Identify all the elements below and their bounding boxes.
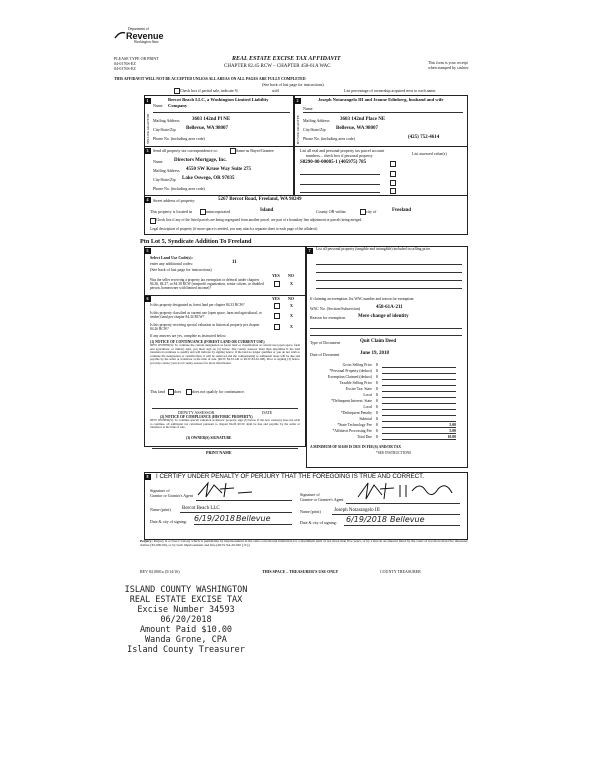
additional-codes-label: enter any additional codes: [150, 261, 193, 266]
city-of-label: city of [366, 209, 377, 214]
receipt-note-2: when stamped by cashier. [428, 65, 470, 70]
owner-signature-label: (3) OWNER(S) SIGNATURE [186, 436, 232, 440]
tax-row-currency: $ [376, 363, 378, 367]
parcel-line [300, 174, 380, 175]
grantee-sig-label-1: Signature of [300, 492, 320, 497]
reason-value: Mere change of identity [358, 314, 409, 319]
logo-dept: Department of [128, 27, 149, 31]
tax-row-currency: $ [376, 369, 378, 373]
tax-row-label: Local [363, 405, 372, 409]
grantor-name-line [180, 512, 292, 513]
tax-row-currency: $ [376, 417, 378, 421]
located-label: This property is located in [150, 209, 192, 214]
parcel-header-2: numbers – check box if personal property [306, 153, 373, 158]
buyer-city: Bellevue, WA 98007 [336, 126, 378, 131]
tax-row-currency: $ [376, 411, 378, 415]
no-header: NO [288, 296, 294, 301]
exemption-yes-checkbox[interactable] [274, 281, 280, 287]
tax-city: Lake Oswego, OR 97035 [182, 176, 235, 181]
tax-row-currency: $ [376, 405, 378, 409]
logo-swoosh-icon [114, 31, 126, 39]
pp-line [316, 272, 462, 273]
buyer-side-label: BUYER GRANTEE [296, 114, 300, 144]
doc-type-label: Type of Document [310, 340, 340, 345]
land-use-code: 11 [232, 260, 237, 265]
segregated-note: Check box if any of the listed parcels are being segregated from another parcel, are part of a boundary line adjustment or parcels being merged. [156, 218, 363, 222]
stamp-line: REAL ESTATE EXCISE TAX [129, 595, 243, 605]
see-back: (See back of last page for instructions) [262, 82, 324, 87]
parcel-pp-checkbox[interactable] [390, 188, 396, 194]
grantor-signature [192, 479, 272, 501]
buyer-mailing: 3603 142nd Place NE [340, 117, 386, 122]
wac-label: WAC No. (Section/Subsection) [310, 306, 361, 311]
county-treasurer: COUNTY TREASURER [380, 569, 421, 574]
tax-row-label: Excise Tax: State [345, 387, 372, 391]
tax-row [312, 434, 462, 440]
assessor-line [152, 408, 298, 409]
tax-city-label: City/State/Zip [153, 177, 176, 182]
tax-mailing: 4550 SW Kruse Way Suite 275 [186, 167, 251, 172]
legal-label: Legal description of property (if more space is needed, you may attach a separate sheet to each page of the affidavit) [150, 227, 318, 231]
tax-row-label: *State Technology Fee [337, 423, 372, 427]
form-code-2: 04-0176S-EZ [114, 66, 136, 71]
tax-row-label: Subtotal [359, 417, 372, 421]
buyer-name-label: Name [303, 106, 313, 111]
buyer-city-label: City/State/Zip [303, 127, 326, 132]
assessor-date-label: DATE [262, 410, 273, 415]
see-instructions: *SEE INSTRUCTIONS [376, 451, 412, 455]
grantee-signature [354, 479, 464, 503]
grantor-sig-line [196, 500, 292, 501]
notice-compliance-body: NEW OWNER(S): To continue special valuation as historic property, sign (3) below. If the new owner(s) does not wish to continue, all additional tax calculated pursuant to chapter 84.26 RCW, shall be due and payable by the seller or transferor at the time of sale. [150, 418, 300, 430]
tax-name-label: Name [153, 159, 163, 164]
parcel-pp-checkbox[interactable] [390, 180, 396, 186]
any-answers-note: If any answers are yes, complete as instructed below. [150, 334, 227, 338]
doc-date-label: Date of Document [310, 352, 340, 357]
tax-row-currency: $ [376, 429, 378, 433]
section-4-number: 4 [144, 197, 151, 203]
rev-number: REV 84 0001a (5/14/16) [140, 569, 180, 574]
seller-name: Bercot Beach LLC, a Washington Limited Liability Company [168, 97, 269, 108]
section-1-number: 1 [144, 98, 151, 104]
legal-description: Ptn Lot 5, Syndicate Addition To Freeland [140, 238, 252, 245]
forest-q2-no-mark: X [290, 313, 293, 318]
divider [303, 112, 463, 113]
parcel-line [300, 192, 380, 193]
tax-row-currency: $ [376, 423, 378, 427]
doc-date-value: June 19, 2018 [360, 351, 390, 356]
forest-q3-yes[interactable] [274, 324, 280, 330]
pp-line [316, 288, 462, 289]
treasurer-use: THIS SPACE – TREASURER'S USE ONLY [262, 569, 339, 574]
street-label: Street address of property: [153, 198, 196, 203]
wac-number: 458-61A-211 [376, 305, 403, 310]
buyer-phone-label: Phone No. (including area code) [303, 136, 355, 141]
logo-state: Washington State [134, 40, 159, 44]
tax-row-label: Local [363, 393, 372, 397]
buyer-phone: (425) 752-4614 [408, 135, 440, 140]
seller-side-label: SELLER GRANTOR [146, 113, 150, 144]
perjury-text: Perjury is a class C felony which is punishable by imprisonment in the state correctional institution for a maximum term of not more than five years, or by a fine in an amount fixed by the court of not more than five thousand dollars ($5,000.00), or by both imprisonment and fine (RCW 9A.20.020 (1C)). [140, 539, 468, 548]
seller-name-label: Name [153, 103, 163, 108]
land-use-see-back: (See back of last page for instructions) [150, 267, 212, 272]
perjury-label: Perjury: [140, 539, 153, 543]
tax-row-label: *Affidavit Processing Fee [332, 429, 372, 433]
tax-row-value: 10.00 [447, 435, 456, 439]
parcel-pp-checkbox[interactable] [390, 161, 396, 167]
tax-row-label: Exemption Claimed (deduct) [327, 375, 372, 379]
form-code-1: 04-0176S-EZ [114, 61, 136, 66]
stamp-line: ISLAND COUNTY WASHINGTON [124, 585, 248, 595]
same-as-buyer-label: Same as Buyer/Grantee [236, 148, 274, 153]
parcel-number: S8290-00-00005-1 (405975) 785 [300, 160, 367, 165]
notice-continuance-title: (1) NOTICE OF CONTINUANCE (FOREST LAND OR CURRENT USE) [150, 340, 265, 344]
seller-phone-label: Phone No. (including area code) [153, 136, 205, 141]
section-5-number: 5 [144, 248, 151, 254]
tax-table [312, 362, 462, 440]
partial-sale-label: Check box if partial sale, indicate % [180, 88, 239, 93]
form-title: REAL ESTATE EXCISE TAX AFFIDAVIT [232, 56, 341, 62]
parcel-pp-checkbox[interactable] [390, 171, 396, 177]
tax-row-label: Total Due [356, 435, 372, 439]
tax-row-label: *Delinquent Penalty [340, 411, 372, 415]
grantee-name: Joseph Notarangelo III [334, 508, 380, 513]
forest-q1-no-mark: X [290, 303, 293, 308]
grantee-date: 6/19/2018 [346, 515, 388, 524]
select-land-use-label: Select Land Use Code(s): [150, 255, 193, 260]
warning: THIS AFFIDAVIT WILL NOT BE ACCEPTED UNLESS ALL AREAS ON ALL PAGES ARE FULLY COMPLETED [114, 77, 306, 81]
reason-label: Reason for exemption [310, 315, 346, 320]
county-label: County OR within [316, 209, 346, 214]
pp-line [316, 280, 462, 281]
parcel-line [300, 184, 380, 185]
divider [153, 112, 290, 113]
tax-row-currency: $ [376, 399, 378, 403]
unincorporated-label: unincorporated [206, 209, 231, 214]
section-8-number: 8 [144, 474, 151, 480]
send-correspondence-label: Send all property tax correspondence to: [153, 148, 218, 153]
tax-row-currency: $ [376, 381, 378, 385]
dor-logo [114, 27, 166, 49]
section-2-number: 2 [294, 98, 301, 104]
tax-mailing-label: Mailing Address [153, 168, 180, 173]
doc-type-value: Quit Claim Deed [360, 339, 397, 344]
yes-header: YES [272, 296, 280, 301]
grantee-name-label: Name (print) [300, 509, 321, 514]
grantee-date-label: Date & city of signing: [300, 520, 337, 525]
assessed-label: List assessed value(s) [412, 151, 447, 156]
perjury-note [140, 539, 470, 547]
city-value: Freeland [392, 208, 412, 213]
notice-continuance-body: NEW OWNER(S): To continue the current designation as forest land or classification as current use (open space, farm and agriculture, or timber) land, you must sign on (3) below. The county assessor must then determine if the land transferred continues to qualify and will indicate by signing below. If the land no longer qualifies or you do not wish to continue the designation or classification, it will be removed and the compensating or additional taxes will be due and payable by the seller or transferor at the time of sale. (RCW 84.33.140 or RCW 84.34.108). Prior to signing (3) below, you may contact your local county assessor for more information. [150, 343, 300, 365]
yes-header: YES [272, 273, 280, 278]
grantee-sig-label-2: Grantee or Grantee's Agent [300, 497, 344, 502]
tax-phone-label: Phone No. (including area code) [153, 186, 205, 191]
form-subtitle: CHAPTER 82.45 RCW – CHAPTER 458-61A WAC [224, 64, 331, 69]
forest-q3: Is this property receiving special valuation as historical property per chapter 84.26 RCW? [150, 323, 260, 332]
exemption-note: If claiming an exemption, list WAC number and reason for exemption: [310, 297, 415, 301]
notice-compliance-title: (2) NOTICE OF COMPLIANCE (HISTORIC PROPERTY) [160, 415, 253, 419]
grantor-name-label: Name (print) [150, 507, 171, 512]
stamp-date: 06/20/2018 [160, 615, 212, 625]
excise-number: Excise Number 34593 [137, 605, 235, 615]
seller-city: Bellevue, WA 98007 [186, 126, 228, 131]
tax-row-value: 5.00 [449, 423, 456, 427]
seller-city-label: City/State/Zip [153, 127, 176, 132]
buyer-name: Joseph Notarangelo III and Jeanne Edinberg, husband and wife [318, 97, 444, 102]
grantor-sig-label-2: Grantor or Grantor's Agent [150, 493, 194, 498]
county-value: Island [260, 208, 274, 213]
tax-name: Directors Mortgage, Inc. [174, 158, 227, 163]
tax-row-currency: $ [376, 375, 378, 379]
seller-mailing: 3603 142nd Pl NE [192, 117, 231, 122]
does-not-label: does not qualify for continuance. [192, 389, 245, 394]
please-type: PLEASE TYPE OR PRINT [114, 56, 159, 61]
certify-statement: I CERTIFY UNDER PENALTY OF PERJURY THAT THE FOREGOING IS TRUE AND CORRECT. [156, 473, 424, 480]
print-name-label: PRINT NAME [206, 450, 232, 455]
pp-line [316, 264, 462, 265]
exemption-no-mark: X [290, 281, 293, 286]
tax-row-label: *Delinquent Interest: State [331, 399, 372, 403]
buyer-mailing-label: Mailing Address [303, 118, 330, 123]
forest-q2-yes[interactable] [274, 313, 280, 319]
grantor-date-line [194, 524, 292, 525]
no-header: NO [288, 273, 294, 278]
receipt-note-1: This form is your receipt [428, 60, 468, 65]
tax-row-label: *Personal Property (deduct) [329, 369, 372, 373]
treasurer-title: Island County Treasurer [127, 645, 245, 655]
grantor-sig-label-1: Signature of [150, 488, 170, 493]
tax-row-currency: $ [376, 435, 378, 439]
tax-row-label: Gross Selling Price [342, 363, 372, 367]
grantor-name: Bercot Beach LLC [182, 506, 220, 511]
sold-label: sold [272, 88, 279, 93]
forest-q1-yes[interactable] [274, 303, 280, 309]
tax-row-currency: $ [376, 387, 378, 391]
forest-q3-no-mark: X [290, 324, 293, 329]
treasurer-name: Wanda Grone, CPA [145, 635, 227, 645]
tax-row-value: 5.00 [449, 429, 456, 433]
treasurer-stamp [108, 585, 264, 655]
seller-mailing-label: Mailing Address [153, 118, 180, 123]
print-name-line [152, 448, 298, 449]
logo-revenue: Revenue [126, 31, 164, 41]
personal-property-label: List all personal property (tangible and intangible) included in selling price. [316, 247, 432, 251]
grantee-date-line [344, 525, 460, 526]
list-pct-label: List percentage of ownership acquired next to each name. [344, 88, 437, 93]
reason-line [310, 328, 462, 329]
street-address: 5267 Bercot Road, Freeland, WA 98249 [218, 197, 302, 202]
reason-line [310, 335, 462, 336]
grantor-city: Bellevue [236, 514, 271, 523]
land-does-label: This land [150, 389, 165, 394]
forest-q1: Is this property designated as forest land per chapter 84.33 RCW? [150, 303, 245, 307]
tax-row-label: Taxable Selling Price [339, 381, 372, 385]
grantee-sig-line [346, 503, 460, 504]
does-label: does [174, 389, 182, 394]
section-3-number: 3 [144, 148, 151, 154]
tax-row-currency: $ [376, 393, 378, 397]
parcel-header-1: List all real and personal property tax parcel account [300, 148, 385, 153]
section-6-number: 6 [144, 296, 151, 302]
minimum-note: A MINIMUM OF $10.00 IS DUE IN FEE(S) AND/OR TAX [310, 445, 401, 449]
section-7-number: 7 [306, 248, 313, 254]
deputy-assessor-label: DEPUTY ASSESSOR [178, 410, 215, 415]
grantor-date: 6/19/2018 [194, 514, 236, 523]
grantor-date-label: Date & city of signing: [150, 519, 187, 524]
forest-q2: Is this property classified as current use (open space, farm and agricultural, or timber) land per chapter 84.34 RCW? [150, 311, 262, 320]
grantee-city: Bellevue [390, 515, 425, 524]
tax-row-line [382, 439, 456, 440]
amount-paid: Amount Paid $10.00 [139, 625, 233, 635]
exemption-question: Was the seller receiving a property tax exemption or deferral under chapters 84.36, 84.37, or 84.38 RCW (nonprofit organization, senior citizen, or disabled person, homeowner with limited income)? [150, 278, 264, 291]
